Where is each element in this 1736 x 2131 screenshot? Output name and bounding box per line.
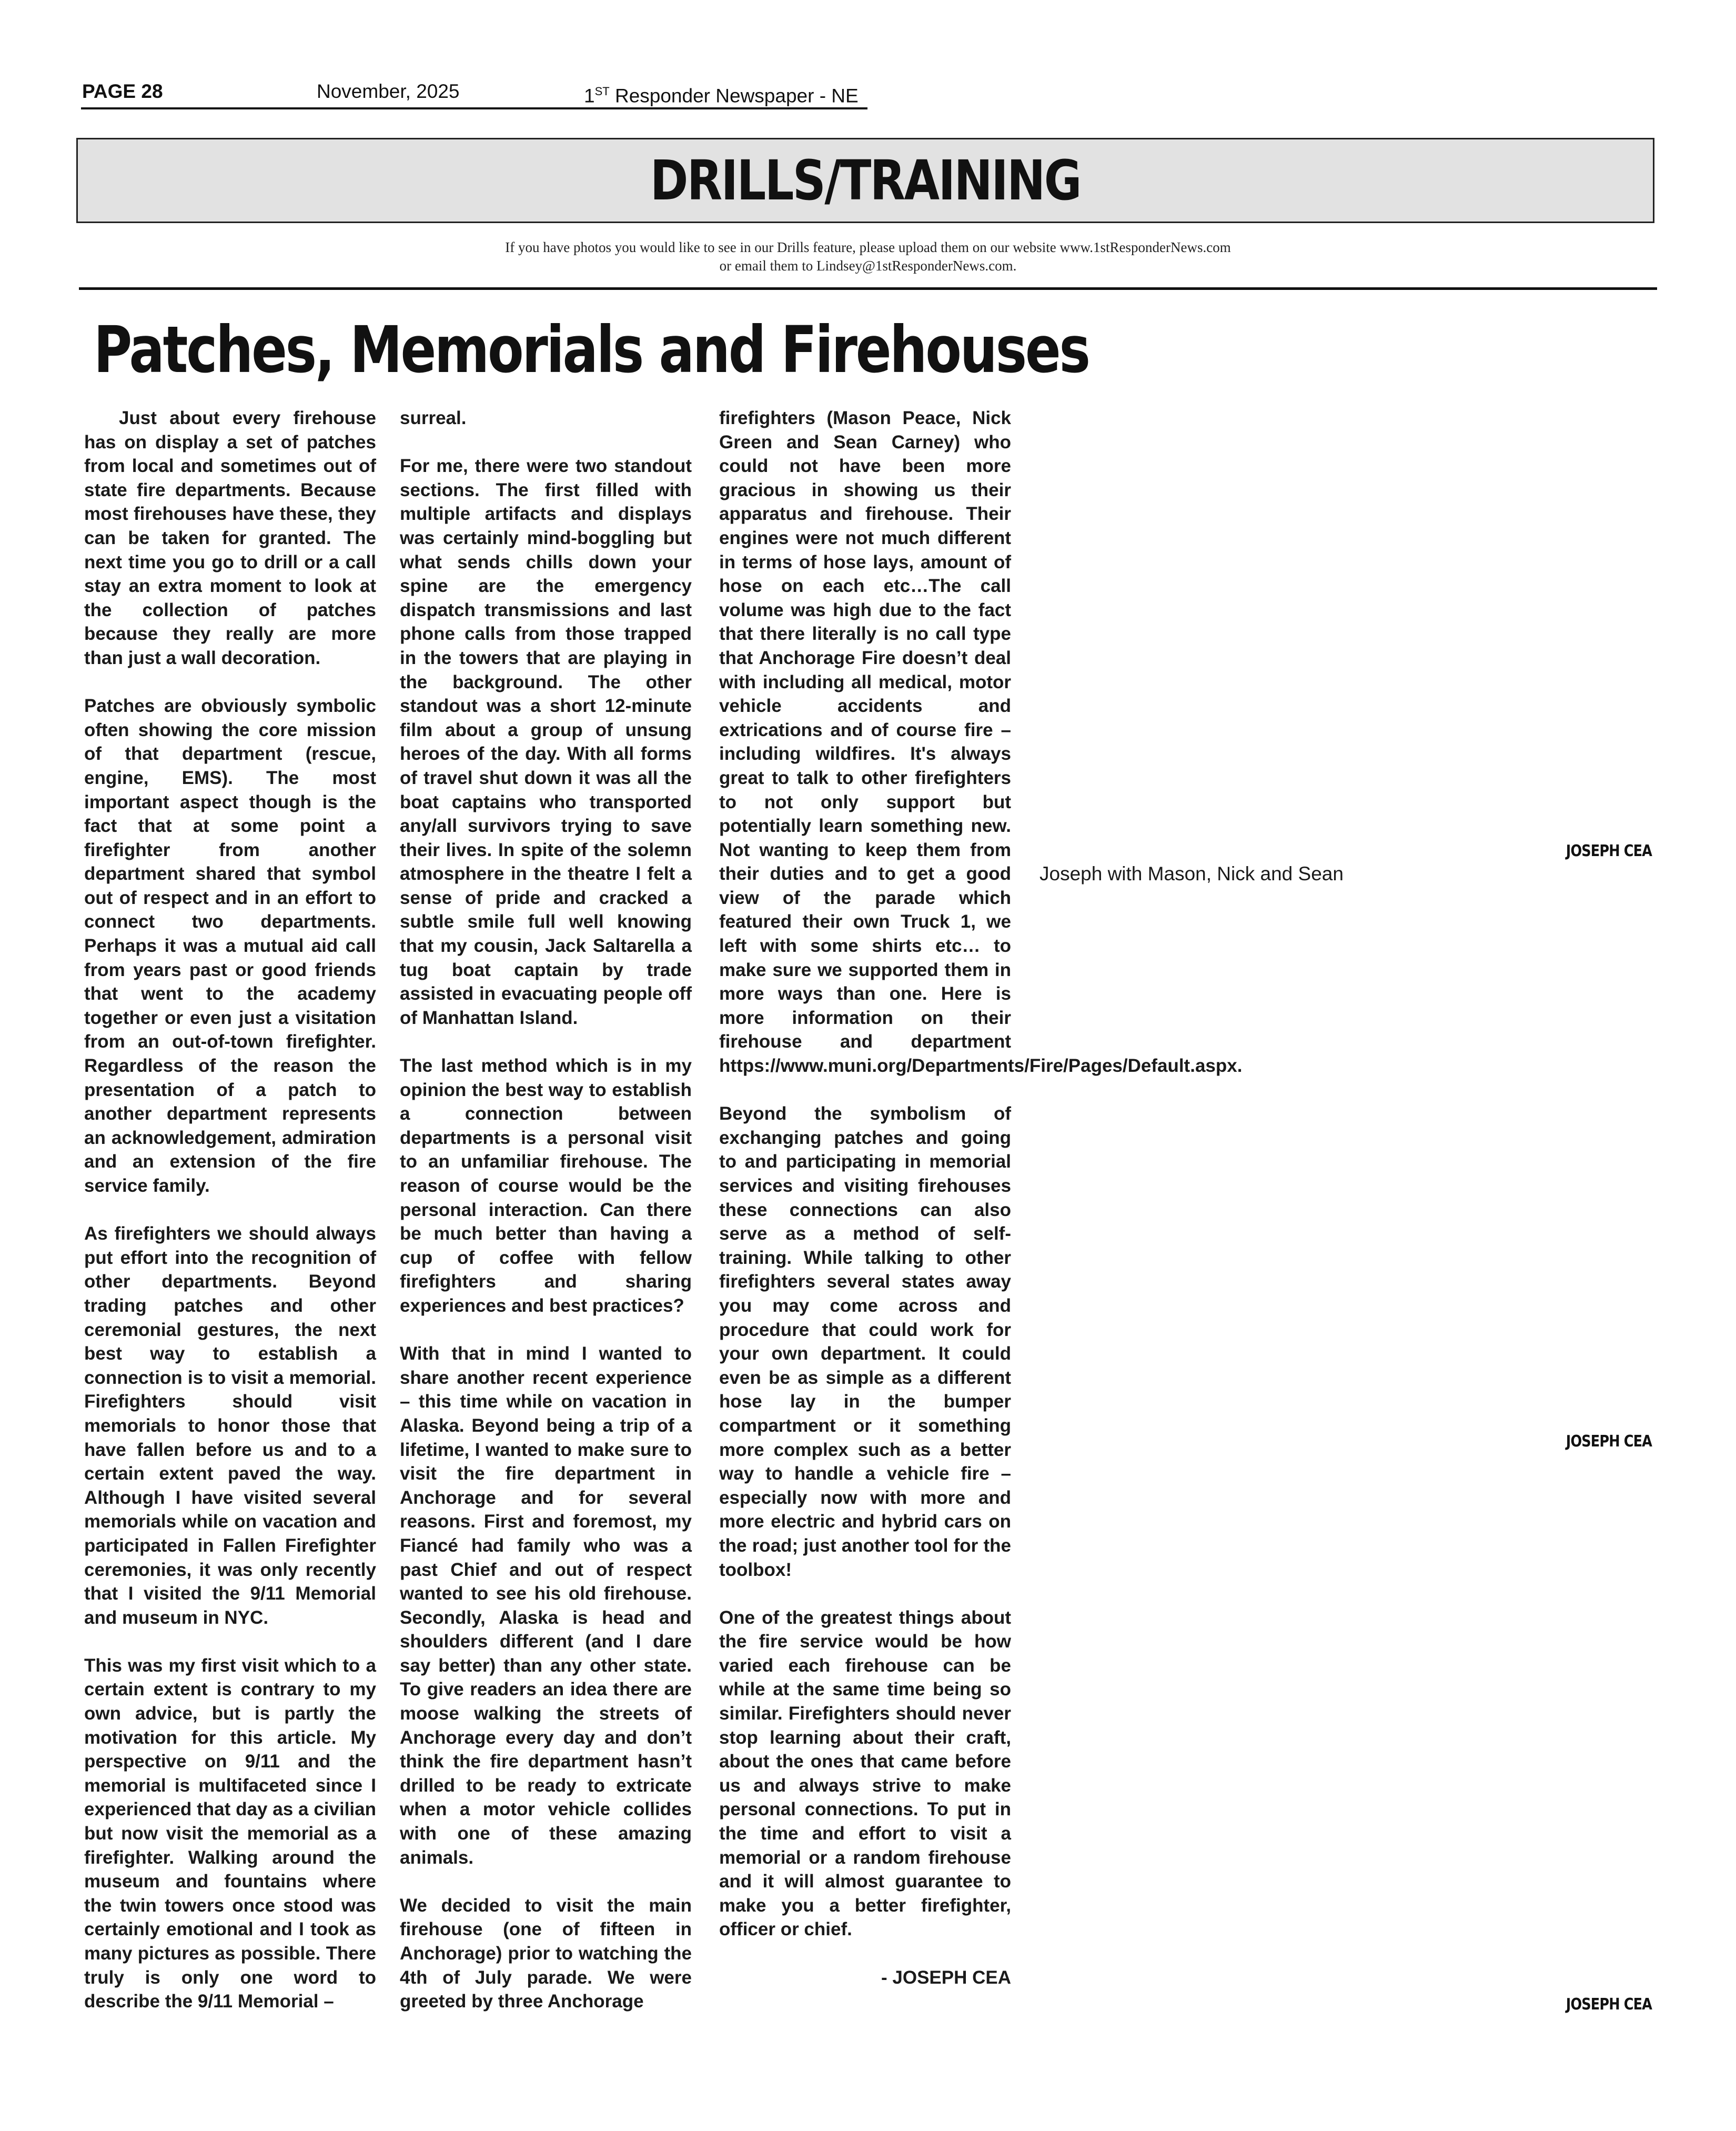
photo-credit: JOSEPH CEA — [1566, 1995, 1652, 2014]
article-paragraph: This was my first visit which to a certain extent is contrary to my own advice, but is partly the motivation for this article. My perspective on 9/11 and the memorial is multifaceted since I experienced that day as a civilian but now visit the memorial as a firefighter. Walking around the museum and fountains where the twin towers once stood was certainly emotional and I took as many pictures as possible. There truly is only one word to describe the 9/11 Memorial – — [84, 1655, 376, 2012]
article-paragraph: Patches are obviously symbolic often showing the core mission of that department (rescue, engine, EMS). The most important aspect though is the fact that at some point a firefighter from another department shared that symbol out of respect and in an effort to connect two departments. Perhaps it was a mutual aid call from years past or good friends that went to the academy together or even just a visitation from an out-of-town firefighter. Regardless of the reason the presentation of a patch to another department represents an acknowledgement, admiration and an extension of the fire service family. — [84, 696, 376, 1196]
photo-placeholder-1 — [1039, 410, 1655, 831]
article-paragraph: With that in mind I wanted to share another recent experience – this time while on vacation in Alaska. Beyond being a trip of a lifetime, I wanted to make sure to visit the fire department in Anchorage and for several reasons. First and foremost, my Fiancé had family who was a past Chief and out of respect wanted to see his old firehouse. Secondly, Alaska is head and shoulders different (and I dare say better) than any other state. To give readers an idea there are moose walking the streets of Anchorage every day and don’t think the fire department hasn’t drilled to be ready to extricate when a motor vehicle collides with one of these amazing animals. — [400, 1343, 692, 1868]
section-separator — [79, 287, 1657, 290]
photo-placeholder-2 — [1039, 905, 1655, 1426]
article-headline: Patches, Memorials and Firehouses — [94, 313, 1089, 387]
article-paragraph: For me, there were two standout sections. The first filled with multiple artifacts and displays was certainly mind-boggling but what sends chills down your spine are the emergency dispatch transmissions and last phone calls from those trapped in the towers that are playing in the background. The other standout was a short 12-minute film about a group of unsung heroes of the day. With all forms of travel shut down it was all the boat captains who transported any/all survivors trying to save their lives. In spite of the solemn atmosphere in the theatre I felt a sense of pride and cracked a subtle smile full well knowing that my cousin, Jack Saltarella a tug boat captain by trade assisted in evacuating people off of Manhattan Island. — [400, 456, 692, 1028]
newspaper-name — [584, 79, 859, 108]
newspaper-name-suffix: Responder Newspaper - NE — [609, 85, 859, 107]
author-signoff: - JOSEPH CEA — [881, 1967, 1011, 1988]
photo-credit: JOSEPH CEA — [1566, 842, 1652, 860]
article-paragraph: We decided to visit the main firehouse (one of fifteen in Anchorage) prior to watching the 4th of July parade. We were greeted by three Anchorage — [400, 1895, 692, 2012]
photo-placeholder-3 — [1039, 1468, 1655, 1989]
article-paragraph: surreal. — [400, 408, 467, 428]
photo-credit: JOSEPH CEA — [1566, 1432, 1652, 1451]
photo-submission-notice-line2: or email them to Lindsey@1stResponderNews.com. — [719, 258, 1017, 274]
article-paragraph: Just about every firehouse has on display a set of patches from local and sometimes out of state fire departments. Because most firehouses have these, they can be taken for granted. The next time you go to drill or a call stay an extra moment to look at the collection of patches because they really are more than just a wall decoration. — [84, 408, 376, 668]
article-paragraph: As firefighters we should always put effort into the recognition of other departments. Beyond trading patches and other ceremonial gestures, the next best way to establish a connection is to visit a memorial. Firefighters should visit memorials to honor those that have fallen before us and to a certain extent paved the way. Although I have visited several memorials while on vacation and participated in Fallen Firefighter ceremonies, it was only recently that I visited the 9/11 Memorial and museum in NYC. — [84, 1223, 376, 1628]
article-paragraph: Beyond the symbolism of exchanging patches and going to and participating in memorial services and visiting firehouses these connections can also serve as a method of self-training. While talking to other firefighters several states away you may come across and procedure that could work for your own department. It could even be as simple as a different hose lay in the bumper compartment or it something more complex such as a better way to handle a vehicle fire – especially now with more and more electric and hybrid cars on the road; just another tool for the toolbox! — [719, 1103, 1011, 1580]
section-title: DRILLS/TRAINING — [650, 148, 1081, 213]
newspaper-name-superscript: ST — [594, 85, 610, 98]
newspaper-name-prefix: 1 — [584, 85, 595, 107]
header-rule — [81, 107, 867, 109]
article-paragraph: The last method which is in my opinion the best way to establish a connection between departments is a personal visit to an unfamiliar firehouse. The reason of course would be the personal interaction. Can there be much better than having a cup of coffee with fellow firefighters and sharing experiences and best practices? — [400, 1056, 692, 1316]
photo-submission-notice-line1: If you have photos you would like to see in our Drills feature, please upload them on our website www.1stResponderNews.com — [505, 239, 1231, 255]
photo-caption: Joseph with Mason, Nick and Sean — [1039, 863, 1344, 884]
article-paragraph: One of the greatest things about the fire service would be how varied each firehouse can be while at the same time being so similar. Firefighters should never stop learning about their craft, about the ones that came before us and always strive to make personal connections. To put in the time and effort to visit a memorial or a random firehouse and it will almost guarantee to make you a better firefighter, officer or chief. — [719, 1607, 1011, 1940]
page-number: PAGE 28 — [82, 81, 163, 102]
issue-date: November, 2025 — [317, 81, 460, 102]
article-column-2 — [400, 406, 692, 2037]
section-banner — [76, 138, 1654, 223]
article-column-1 — [84, 406, 376, 2037]
article-paragraph: firefighters (Mason Peace, Nick Green and Sean Carney) who could not have been more gracious in showing us their apparatus and firehouse. Their engines were not much different in terms of hose lays, amount of hose on each etc…The call volume was high due to the fact that there literally is no call type that Anchorage Fire doesn’t deal with including all medical, motor vehicle accidents and extrications and of course fire – including wildfires. It's always great to talk to other firefighters to not only support but potentially learn something new. Not wanting to keep them from their duties and to get a good view of the parade which featured their own Truck 1, we left with some shirts etc… to make sure we supported them in more ways than one. Here is more information on their firehouse and department https://www.muni.org/Departments/Fire/Pages/Default.aspx. — [719, 408, 1243, 1077]
